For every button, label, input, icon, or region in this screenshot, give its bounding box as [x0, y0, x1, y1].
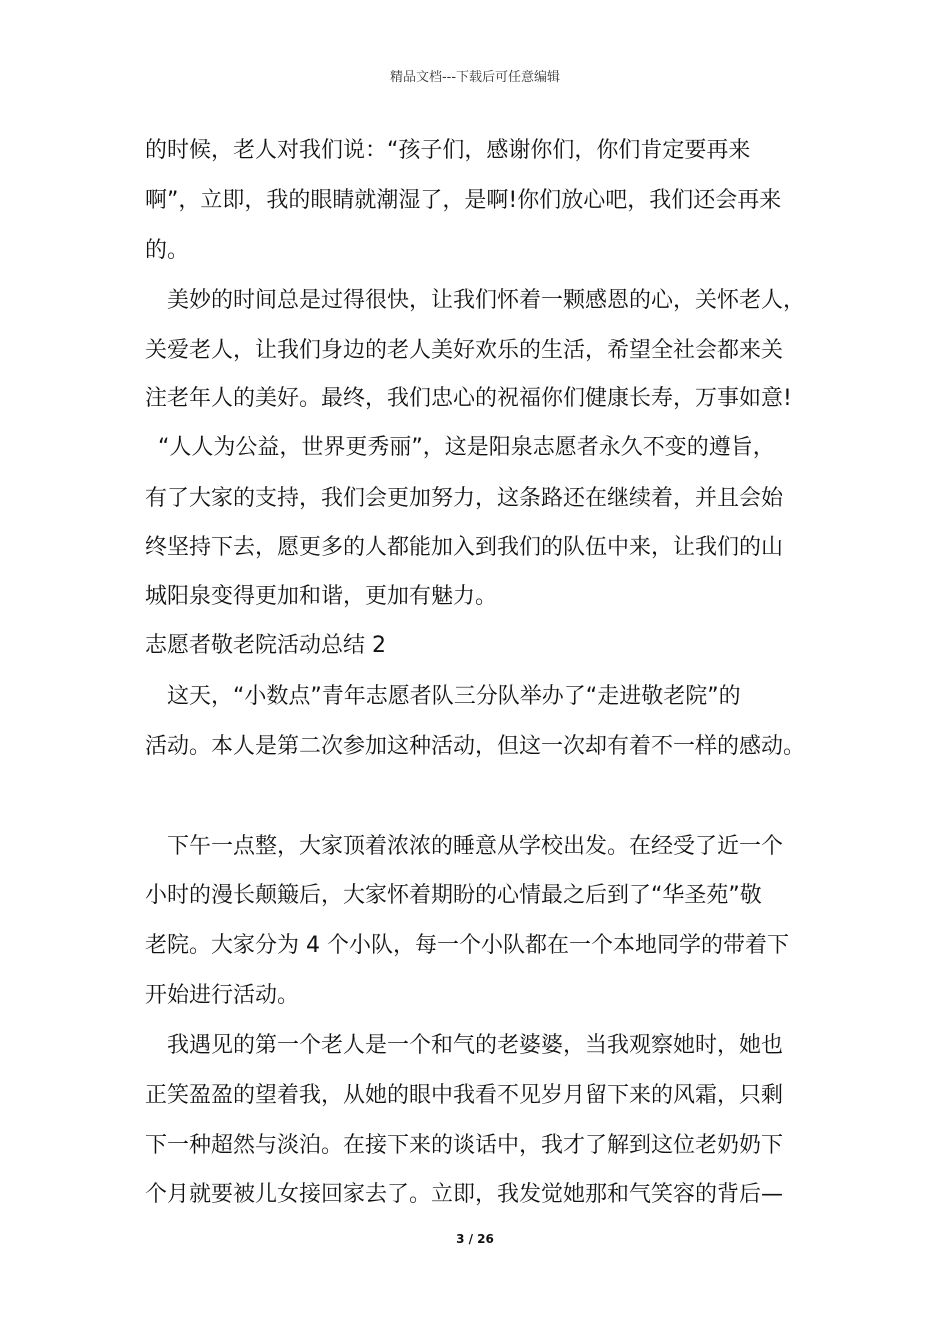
text-line: 啊”，立即，我的眼睛就潮湿了，是啊!你们放心吧，我们还会再来 — [145, 188, 782, 213]
text-line: 下午一点整，大家顶着浓浓的睡意从学校出发。在经受了近一个 — [167, 834, 784, 859]
page-number: 3 / 26 — [456, 1232, 494, 1246]
text-line: 的。 — [145, 238, 190, 263]
text-line: 城阳泉变得更加和谐，更加有魅力。 — [145, 584, 498, 609]
text-line: 终坚持下去，愿更多的人都能加入到我们的队伍中来，让我们的山 — [145, 535, 784, 560]
text-line: 这天，“小数点”青年志愿者队三分队举办了“走进敬老院”的 — [167, 684, 741, 709]
text-line: 美妙的时间总是过得很快，让我们怀着一颗感恩的心，关怀老人， — [167, 288, 806, 313]
text-line: 开始进行活动。 — [145, 983, 300, 1008]
text-line: 有了大家的支持，我们会更加努力，这条路还在继续着，并且会始 — [145, 486, 784, 511]
text-line: 下一种超然与淡泊。在接下来的谈话中，我才了解到这位老奶奶下 — [145, 1133, 784, 1158]
section-title: 志愿者敬老院活动总结 2 — [145, 633, 386, 658]
text-line: 正笑盈盈的望着我，从她的眼中我看不见岁月留下来的风霜，只剩 — [145, 1083, 784, 1108]
text-line: 小时的漫长颠簸后，大家怀着期盼的心情最之后到了“华圣苑”敬 — [145, 883, 762, 908]
page-header: 精品文档---下载后可任意编辑 — [389, 70, 561, 85]
text-line: 我遇见的第一个老人是一个和气的老婆婆，当我观察她时，她也 — [167, 1033, 784, 1058]
text-line: 老院。大家分为 4 个小队，每一个小队都在一个本地同学的带着下 — [145, 933, 789, 958]
text-line: 注老年人的美好。最终，我们忠心的祝福你们健康长寿，万事如意! — [145, 386, 792, 411]
text-line: 个月就要被儿女接回家去了。立即，我发觉她那和气笑容的背后— — [145, 1182, 784, 1207]
text-line: 活动。本人是第二次参加这种活动，但这一次却有着不一样的感动。 — [145, 734, 806, 759]
text-line: 的时候，老人对我们说：“孩子们，感谢你们，你们肯定要再来 — [145, 138, 751, 163]
text-line: “人人为公益，世界更秀丽”，这是阳泉志愿者永久不变的遵旨， — [158, 435, 775, 460]
text-line: 关爱老人，让我们身边的老人美好欢乐的生活，希望全社会都来关 — [145, 338, 784, 363]
